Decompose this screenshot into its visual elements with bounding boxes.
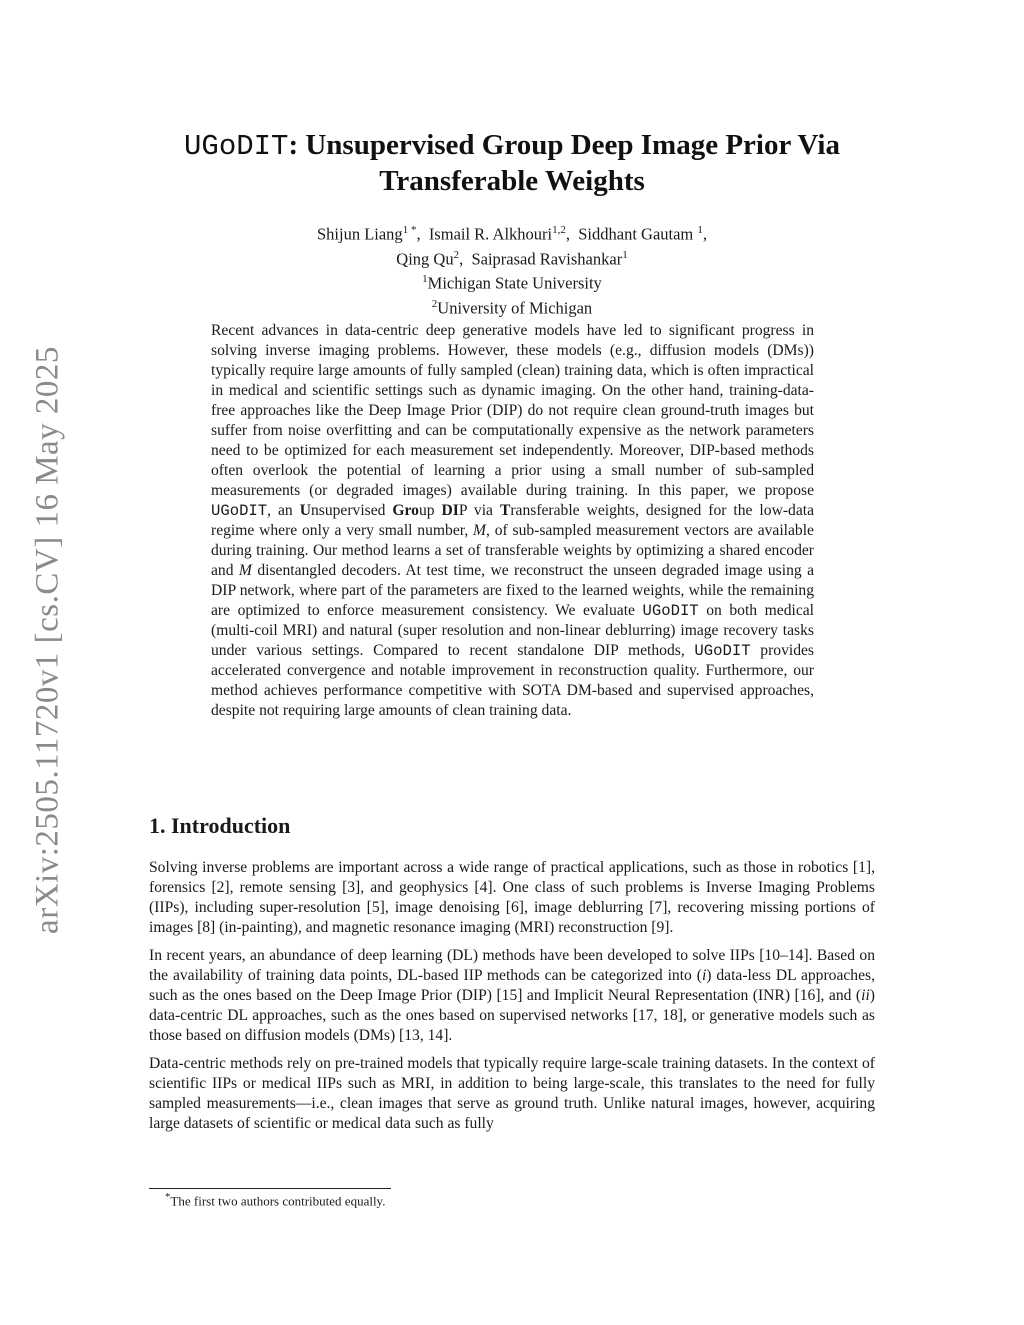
affiliation-2: $^2$University of Michigan <box>431 297 593 317</box>
author-1: Shijun Liang <box>316 224 403 244</box>
paragraph: In recent years, an abundance of deep learning (DL) methods have been developed to solve IIPs [10–14]. Based on the availability of training data points, DL-based IIP methods can be categorized into (i) data-less DL approaches, such as the ones based on the Deep Image Prior (DIP) [15] and Implicit Neural Representation (INR) [16], and (ii) data-centric DL approaches, such as the ones based on supervised networks [17, 18], or generative models such as those based on diffusion models (DMs) [13, 14]. <box>149 947 875 1044</box>
author-line-2: Qing Qu$^2$, Saiprasad Ravishankar$^1$ <box>396 248 628 268</box>
footnote: *The first two authors contributed equally. <box>165 1191 386 1209</box>
affiliation-1: $^1$Michigan State University <box>422 273 602 293</box>
method-name: UGoDIT <box>642 602 699 620</box>
title-method-name: UGoDIT <box>184 130 289 163</box>
math-var: M <box>238 562 252 579</box>
author-5: Saiprasad Ravishankar <box>471 249 623 268</box>
author-line-1: Shijun Liang$^{1 *}$, Ismail R. Alkhouri$^{1,2}$, Siddhant Gautam $^1$, <box>316 224 708 244</box>
section-heading: 1. Introduction <box>149 813 291 838</box>
author-4: Qing Qu <box>396 249 454 268</box>
arxiv-watermark <box>18 340 78 940</box>
arxiv-id: arXiv:2505.11720v1 [cs.CV] 16 May 2025 <box>29 346 66 934</box>
paragraph: Solving inverse problems are important across a wide range of practical applications, such as those in robotics [1], forensics [2], remote sensing [3], and geophysics [4]. One class of such problems is Inverse Imaging Problems (IIPs), including super-resolution [5], image denoising [6], image deblurring [7], recovering missing portions of images [8] (in-painting), and magnetic resonance imaging (MRI) reconstruction [9]. <box>149 859 875 936</box>
abstract: Recent advances in data-centric deep generative models have led to significant progress in solving inverse imaging problems. However, these models (e.g., diffusion models (DMs)) typically require large amounts of fully sampled (clean) training data, which is often impractical in medical and scientific settings such as dynamic imaging. On the other hand, training-data-free approaches like the Deep Image Prior (DIP) do not require clean ground-truth images but suffer from noise overfitting and can be computationally expensive as the network parameters need to be optimized for each measurement set independently. Moreover, DIP-based methods often overlook the potential of learning a prior using a small number of sub-sampled measurements (or degraded images) available during training. In this paper, we propose UGoDIT, an Unsupervised Group DIP via Transferable weights, designed for the low-data regime where only a very small number, M, of sub-sampled measurement vectors are available during training. Our method learns a set of transferable weights by optimizing a shared encoder and M disentangled decoders. At test time, we reconstruct the unseen degraded image using a DIP network, where part of the parameters are fixed to the learned weights, while the remaining are optimized to enforce measurement consistency. We evaluate UGoDIT on both medical (multi-coil MRI) and natural (super resolution and non-linear deblurring) image recovery tasks under various settings. Compared to recent standalone DIP methods, UGoDIT provides accelerated convergence and notable improvement in reconstruction quality. Furthermore, our method achieves performance competitive with SOTA DM-based and supervised approaches, despite not requiring large amounts of clean training data. <box>211 322 814 719</box>
title-text: : Unsupervised Group Deep Image Prior Via Transferable Weights <box>288 129 840 197</box>
author-3: Siddhant Gautam <box>578 224 694 244</box>
author-block <box>140 220 884 318</box>
paragraph: Data-centric methods rely on pre-trained models that typically require large-scale training datasets. In the context of scientific IIPs or medical IIPs such as MRI, in addition to being large-scale, this translates to the need for fully sampled measurements—i.e., clean images that serve as ground truth. Unlike natural images, however, acquiring large datasets of scientific or medical data such as fully <box>149 1055 875 1132</box>
paper-title <box>140 128 884 198</box>
method-name: UGoDIT <box>694 642 751 660</box>
math-var: M <box>473 522 487 539</box>
author-2: Ismail R. Alkhouri <box>428 224 553 244</box>
method-name: UGoDIT <box>211 502 268 520</box>
footnote-rule <box>149 1188 391 1189</box>
intro-body <box>149 858 875 1142</box>
